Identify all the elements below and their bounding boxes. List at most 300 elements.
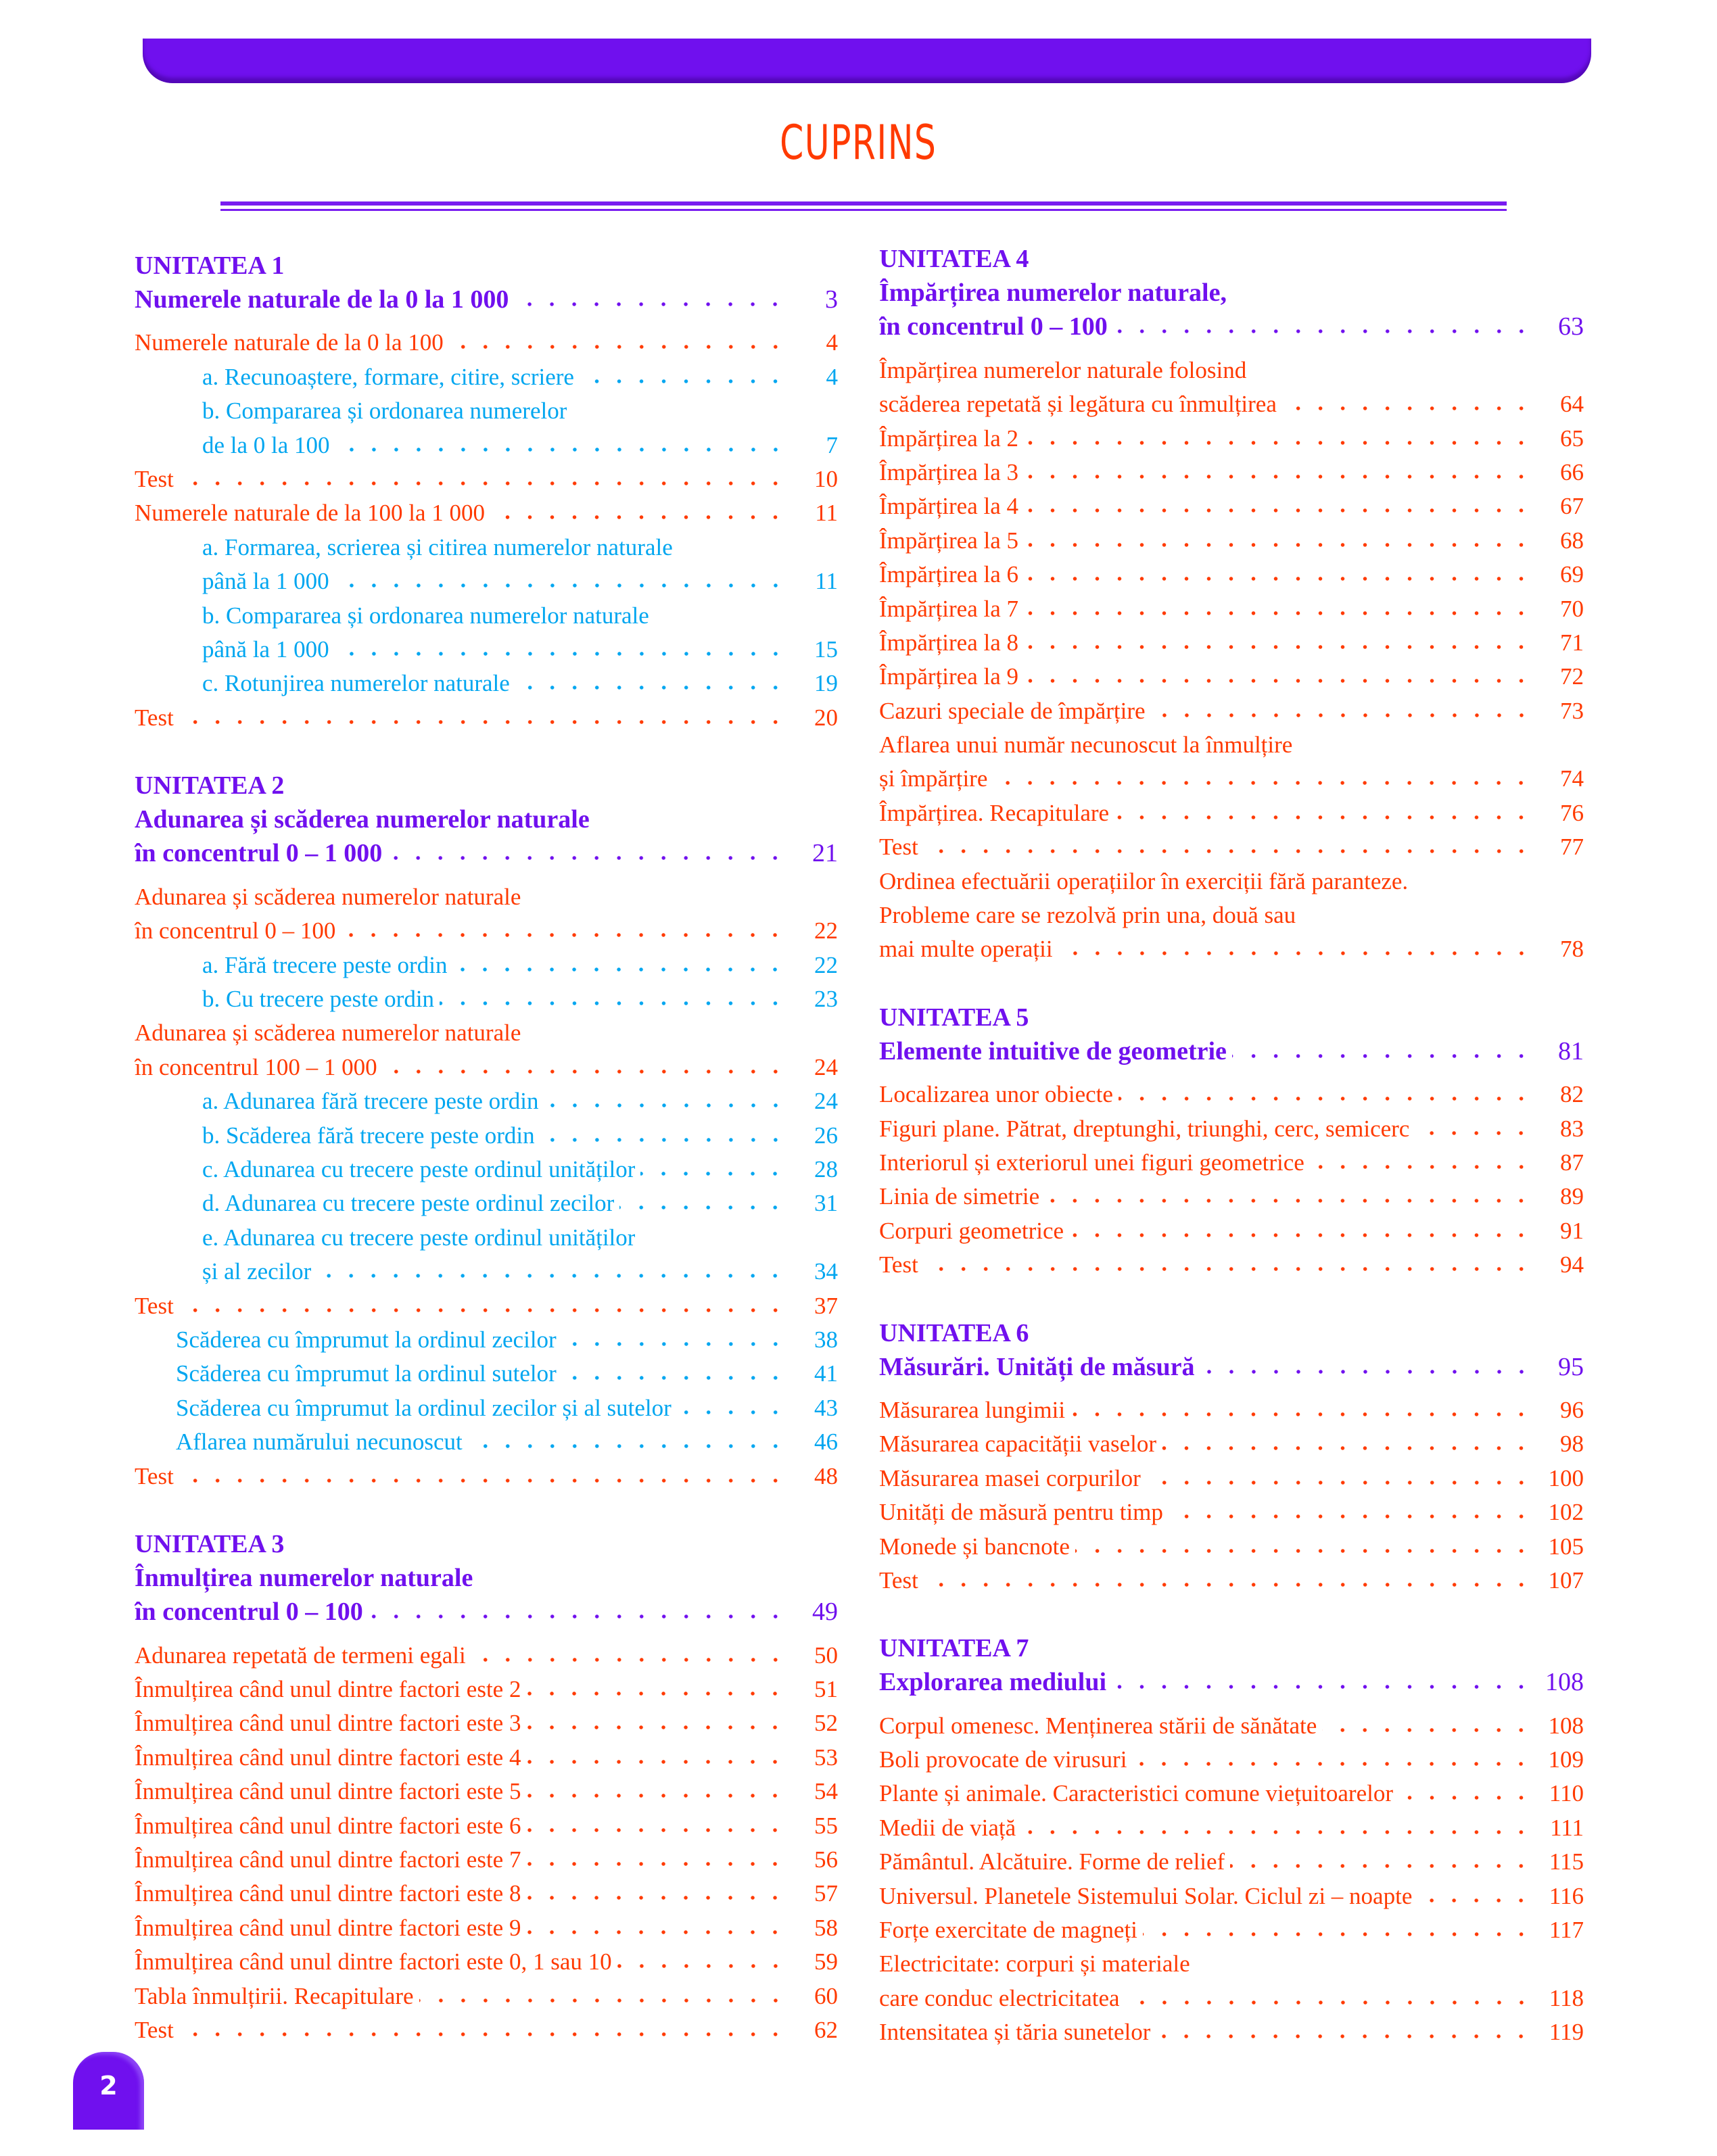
toc-entry[interactable]	[135, 1153, 838, 1187]
page-ref: 46	[814, 1429, 838, 1456]
toc-entry-line[interactable]	[135, 1391, 838, 1425]
toc-entry-line[interactable]	[135, 1843, 838, 1877]
toc-entry-line[interactable]	[135, 1323, 838, 1357]
page-ref: 19	[814, 670, 838, 697]
toc-entry-line[interactable]	[135, 599, 838, 633]
entry-text: Măsurarea masei corpurilor	[879, 1464, 1141, 1491]
dot-leader	[562, 1374, 786, 1381]
toc-entry[interactable]	[135, 1016, 838, 1084]
toc-entry[interactable]	[879, 1879, 1584, 1913]
toc-entry-line[interactable]	[879, 1427, 1584, 1461]
dot-leader	[1156, 2033, 1532, 2040]
unit-title-line[interactable]	[879, 1665, 1584, 1699]
dot-leader	[1114, 814, 1532, 821]
toc-entry-line[interactable]	[879, 592, 1584, 626]
toc-entry[interactable]	[879, 1180, 1584, 1214]
entry-text: Împărțirea la 6	[879, 561, 1019, 588]
toc-entry-line[interactable]	[135, 531, 838, 565]
dot-leader	[1310, 1164, 1532, 1170]
entry-text: a. Fără trecere peste ordin	[202, 951, 448, 978]
toc-entry-line[interactable]	[879, 660, 1584, 694]
toc-entry[interactable]	[135, 1843, 838, 1877]
entry-text: Împărțirea numerelor naturale,	[879, 279, 1227, 307]
entry-text: de la 0 la 100	[202, 431, 330, 458]
entry-text: Înmulțirea când unul dintre factori este 7	[135, 1846, 521, 1873]
page-ref: 38	[814, 1326, 838, 1353]
dot-leader	[1398, 1794, 1532, 1801]
page-ref: 24	[814, 1088, 838, 1115]
entry-text: c. Adunarea cu trecere peste ordinul unităților	[202, 1155, 636, 1182]
toc-entry-line[interactable]	[135, 1980, 838, 2013]
toc-entry-line[interactable]	[135, 1016, 838, 1050]
page-ref: 74	[1560, 765, 1584, 792]
toc-entry-line[interactable]	[135, 429, 838, 462]
toc-entry-line[interactable]	[879, 865, 1584, 899]
dot-leader	[544, 1102, 787, 1109]
toc-entry[interactable]	[879, 2015, 1584, 2049]
toc-entry-line[interactable]	[879, 1393, 1584, 1427]
toc-entry[interactable]	[135, 1119, 838, 1153]
entry-text: Înmulțirea când unul dintre factori este 2	[135, 1676, 521, 1703]
page-ref: 118	[1549, 1984, 1584, 2011]
toc-entry-line[interactable]	[879, 899, 1584, 932]
entry-text: Împărțirea. Recapitulare	[879, 799, 1110, 826]
dot-leader	[369, 1613, 786, 1620]
toc-entry-line[interactable]	[879, 1982, 1584, 2015]
page-ref: 4	[826, 363, 838, 390]
page-ref: 11	[815, 500, 838, 527]
toc-entry[interactable]	[879, 1709, 1584, 1743]
toc-entry-line[interactable]	[135, 1775, 838, 1808]
dot-leader	[540, 1136, 786, 1143]
dot-leader	[179, 480, 786, 487]
entry-text: Împărțirea la 2	[879, 425, 1019, 452]
page-ref: 110	[1549, 1780, 1584, 1807]
entry-text: Explorarea mediului	[879, 1668, 1107, 1697]
unit-title	[879, 276, 1584, 344]
toc-entry-line[interactable]	[879, 1709, 1584, 1743]
unit-label: UNITATEA 2	[135, 771, 285, 800]
entry-text: în concentrul 100 – 1 000	[135, 1053, 377, 1080]
toc-entry-line[interactable]	[879, 354, 1584, 387]
entry-text: Înmulțirea numerelor naturale	[135, 1563, 473, 1592]
entry-text: Universul. Planetele Sistemului Solar. Ciclul zi – noapte	[879, 1882, 1413, 1909]
page-ref: 100	[1548, 1464, 1584, 1491]
page-ref: 62	[814, 2016, 838, 2043]
toc-entry[interactable]	[135, 1706, 838, 1740]
entry-text: Scăderea cu împrumut la ordinul zecilor și al sutelor	[176, 1394, 672, 1421]
entry-text: Test	[135, 1292, 174, 1319]
toc-entry-line[interactable]	[879, 422, 1584, 456]
unit-title-line[interactable]	[879, 1034, 1584, 1068]
entry-text: Numerele naturale de la 100 la 1 000	[135, 500, 485, 527]
dot-leader	[419, 1997, 786, 2004]
toc-entry[interactable]	[879, 728, 1584, 796]
page-ref: 7	[826, 431, 838, 458]
entry-text: Numerele naturale de la 0 la 100	[135, 329, 444, 356]
page-ref: 78	[1560, 936, 1584, 963]
unit-section	[879, 242, 1584, 967]
toc-entry[interactable]	[879, 1146, 1584, 1180]
toc-entry-line[interactable]	[879, 489, 1584, 523]
unit-title	[879, 1665, 1584, 1699]
toc-entry-line[interactable]	[879, 1811, 1584, 1845]
toc-entry-line[interactable]	[879, 524, 1584, 558]
page-ref: 72	[1560, 663, 1584, 690]
toc-entry[interactable]	[879, 694, 1584, 728]
page-ref: 117	[1549, 1917, 1584, 1944]
toc-entry[interactable]	[879, 1112, 1584, 1146]
toc-entry[interactable]	[135, 1187, 838, 1220]
toc-entry-line[interactable]	[879, 1495, 1584, 1529]
page-ref: 91	[1560, 1217, 1584, 1244]
dot-leader	[1151, 712, 1532, 719]
toc-entry[interactable]	[135, 1639, 838, 1673]
entry-text: Înmulțirea când unul dintre factori este 3	[135, 1710, 521, 1737]
page-ref: 56	[814, 1846, 838, 1873]
entry-text: Scăderea cu împrumut la ordinul zecilor	[176, 1326, 557, 1353]
toc-entry[interactable]	[879, 626, 1584, 660]
entry-text: Împărțirea la 9	[879, 663, 1019, 690]
unit-section	[879, 1316, 1584, 1598]
entry-text: Aflarea numărului necunoscut	[176, 1429, 463, 1456]
toc-entry[interactable]	[879, 1530, 1584, 1564]
toc-entry[interactable]	[135, 1460, 838, 1493]
page-ref: 28	[814, 1155, 838, 1182]
entry-text: în concentrul 0 – 100	[135, 917, 336, 944]
dot-leader	[924, 1266, 1532, 1272]
toc-entry[interactable]	[135, 531, 838, 599]
toc-entry-line[interactable]	[879, 932, 1584, 966]
toc-entry-line[interactable]	[135, 1119, 838, 1153]
unit-section	[135, 769, 838, 1493]
toc-entry[interactable]	[879, 1495, 1584, 1529]
page-ref: 59	[814, 1948, 838, 1975]
toc-entry-line[interactable]	[879, 1530, 1584, 1564]
entry-text: Test	[879, 1251, 918, 1278]
unit-title-line[interactable]	[135, 802, 838, 836]
toc-entry-line[interactable]	[135, 1639, 838, 1673]
toc-entry-line[interactable]	[135, 2013, 838, 2047]
toc-entry-line[interactable]	[135, 394, 838, 428]
toc-entry[interactable]	[135, 1945, 838, 1979]
page-ref: 52	[814, 1710, 838, 1737]
toc-entry-line[interactable]	[135, 949, 838, 982]
toc-entry-line[interactable]	[135, 633, 838, 667]
toc-entry-line[interactable]	[879, 1879, 1584, 1913]
dot-leader	[1024, 677, 1532, 684]
page-ref: 3	[825, 285, 838, 314]
toc-entry[interactable]	[135, 1673, 838, 1706]
toc-entry-line[interactable]	[879, 694, 1584, 728]
toc-entry-line[interactable]	[135, 1741, 838, 1775]
dot-leader	[526, 1690, 786, 1697]
entry-text: b. Cu trecere peste ordin	[202, 986, 435, 1013]
toc-entry[interactable]	[135, 1911, 838, 1945]
toc-entry-line[interactable]	[879, 1743, 1584, 1777]
toc-entry-line[interactable]	[135, 667, 838, 700]
entry-text: Măsurarea lungimii	[879, 1396, 1066, 1423]
toc-entry[interactable]	[879, 1462, 1584, 1495]
toc-entry[interactable]	[879, 1427, 1584, 1461]
toc-entry-line[interactable]	[879, 1146, 1584, 1180]
unit-title-line[interactable]	[879, 1350, 1584, 1384]
toc-entry-line[interactable]	[135, 1945, 838, 1979]
toc-entry[interactable]	[879, 1393, 1584, 1427]
toc-entry[interactable]	[879, 1248, 1584, 1282]
toc-entry-line[interactable]	[135, 880, 838, 914]
toc-entry-line[interactable]	[135, 1255, 838, 1289]
entry-text: Împărțirea la 3	[879, 458, 1019, 485]
toc-entry-line[interactable]	[135, 462, 838, 496]
toc-entry[interactable]	[879, 830, 1584, 864]
toc-entry[interactable]	[135, 1741, 838, 1775]
page-ref: 43	[814, 1394, 838, 1421]
page-ref: 98	[1560, 1431, 1584, 1458]
dot-leader	[468, 1443, 786, 1450]
toc-entry[interactable]	[879, 1743, 1584, 1777]
toc-entry[interactable]	[135, 1775, 838, 1808]
dot-leader	[1415, 1130, 1532, 1136]
unit-title-line[interactable]	[135, 1595, 838, 1629]
toc-entry[interactable]	[135, 982, 838, 1016]
unit-title-line[interactable]	[135, 836, 838, 870]
toc-entry-line[interactable]	[135, 1357, 838, 1391]
toc-entry[interactable]	[135, 496, 838, 530]
toc-entry[interactable]	[879, 558, 1584, 592]
toc-entry[interactable]	[879, 1564, 1584, 1598]
toc-entry[interactable]	[879, 1214, 1584, 1248]
toc-entry[interactable]	[135, 1357, 838, 1391]
page-ref: 76	[1560, 799, 1584, 826]
page-ref: 116	[1549, 1882, 1584, 1909]
toc-entry[interactable]	[135, 701, 838, 735]
toc-entry[interactable]	[135, 949, 838, 982]
unit-title	[879, 1350, 1584, 1384]
entry-text: Înmulțirea când unul dintre factori este 0, 1 sau 10	[135, 1948, 612, 1975]
toc-entry-line[interactable]	[135, 701, 838, 735]
toc-entry[interactable]	[135, 599, 838, 667]
page-ref: 34	[814, 1258, 838, 1285]
toc-entry-line[interactable]	[135, 1221, 838, 1255]
dot-leader	[1024, 610, 1532, 617]
page-ref: 71	[1560, 629, 1584, 656]
entry-text: Înmulțirea când unul dintre factori este 5	[135, 1778, 521, 1805]
toc-entry[interactable]	[135, 462, 838, 496]
toc-entry[interactable]	[879, 660, 1584, 694]
dot-leader	[335, 650, 786, 657]
page-title: CUPRINS	[780, 115, 937, 170]
toc-entry-line[interactable]	[879, 558, 1584, 592]
entry-text: Aflarea unui număr necunoscut la înmulțire	[879, 732, 1293, 759]
page-ref: 111	[1550, 1814, 1584, 1841]
toc-entry[interactable]	[135, 1809, 838, 1843]
toc-entry[interactable]	[879, 1777, 1584, 1811]
dot-leader	[562, 1341, 786, 1347]
toc-entry[interactable]	[135, 1391, 838, 1425]
toc-entry-line[interactable]	[135, 982, 838, 1016]
page-ref: 102	[1548, 1499, 1584, 1526]
toc-entry[interactable]	[135, 1289, 838, 1323]
unit-title-line[interactable]	[879, 276, 1584, 310]
toc-column-left	[135, 249, 838, 2081]
toc-entry[interactable]	[135, 1323, 838, 1357]
entry-text: Ordinea efectuării operațiilor în exerciții fără paranteze.	[879, 867, 1409, 894]
entry-text: Unități de măsură pentru timp	[879, 1499, 1163, 1526]
page-ref: 48	[814, 1462, 838, 1489]
toc-entry[interactable]	[879, 1811, 1584, 1845]
entry-text: b. Compararea și ordonarea numerelor	[202, 398, 567, 425]
unit-title-line[interactable]	[879, 310, 1584, 343]
toc-entry[interactable]	[135, 2013, 838, 2047]
page-ref: 70	[1560, 595, 1584, 622]
toc-entry[interactable]	[879, 592, 1584, 626]
entry-text: Cazuri speciale de împărțire	[879, 697, 1146, 724]
toc-entry-line[interactable]	[879, 387, 1584, 421]
page-ref: 96	[1560, 1396, 1584, 1423]
toc-entry-line[interactable]	[135, 1084, 838, 1118]
toc-entry-line[interactable]	[879, 1248, 1584, 1282]
toc-entry-line[interactable]	[879, 626, 1584, 660]
toc-entry-line[interactable]	[135, 1187, 838, 1220]
toc-entry-line[interactable]	[135, 1153, 838, 1187]
dot-leader	[1113, 328, 1532, 335]
page-ref: 60	[814, 1982, 838, 2009]
toc-entry[interactable]	[879, 422, 1584, 456]
toc-entry[interactable]	[135, 326, 838, 360]
dot-leader	[619, 1204, 786, 1211]
toc-entry-line[interactable]	[135, 1911, 838, 1945]
entry-text: și împărțire	[879, 765, 988, 792]
toc-entry-line[interactable]	[879, 1913, 1584, 1947]
toc-entry-line[interactable]	[135, 1051, 838, 1084]
entry-text: Împărțirea la 7	[879, 595, 1019, 622]
toc-entry-line[interactable]	[879, 728, 1584, 762]
page-ref: 115	[1549, 1848, 1584, 1875]
page-ref: 77	[1560, 834, 1584, 861]
toc-entry-line[interactable]	[135, 1673, 838, 1706]
unit-section	[879, 1631, 1584, 2049]
toc-entry-line[interactable]	[135, 1425, 838, 1459]
page-ref: 81	[1558, 1036, 1584, 1065]
toc-entry-line[interactable]	[879, 1564, 1584, 1598]
toc-entry-line[interactable]	[135, 326, 838, 360]
dot-leader	[1232, 1053, 1532, 1059]
entry-text: Interiorul și exteriorul unei figuri geometrice	[879, 1149, 1304, 1176]
toc-entry-line[interactable]	[135, 914, 838, 948]
toc-entry-line[interactable]	[879, 1845, 1584, 1879]
page-ref: 65	[1560, 425, 1584, 452]
page-ref: 105	[1548, 1533, 1584, 1560]
unit-title	[879, 1034, 1584, 1068]
toc-entry[interactable]	[135, 1425, 838, 1459]
header-bar	[143, 39, 1591, 83]
entry-text: în concentrul 0 – 1 000	[135, 839, 383, 868]
toc-entry[interactable]	[135, 360, 838, 394]
toc-entry-line[interactable]	[135, 565, 838, 598]
page-ref: 89	[1560, 1183, 1584, 1210]
toc-entry[interactable]	[879, 1078, 1584, 1111]
entry-text: Test	[135, 1462, 174, 1489]
toc-entry-line[interactable]	[135, 1460, 838, 1493]
page-ref: 20	[814, 704, 838, 731]
toc-entry-line[interactable]	[135, 1289, 838, 1323]
toc-entry[interactable]	[879, 1913, 1584, 1947]
toc-entry[interactable]	[879, 354, 1584, 422]
page-ref: 57	[814, 1880, 838, 1907]
toc-entry[interactable]	[135, 1877, 838, 1911]
toc-entry-line[interactable]	[879, 1112, 1584, 1146]
entry-text: e. Adunarea cu trecere peste ordinul unităților	[202, 1224, 636, 1251]
dot-leader	[1024, 473, 1532, 480]
dot-leader	[1071, 1411, 1532, 1418]
entry-text: și al zecilor	[202, 1258, 312, 1285]
toc-entry-line[interactable]	[879, 1180, 1584, 1214]
toc-entry-line[interactable]	[879, 1777, 1584, 1811]
toc-entry-line[interactable]	[135, 360, 838, 394]
toc-entry-line[interactable]	[879, 762, 1584, 796]
toc-entry[interactable]	[879, 456, 1584, 489]
toc-entry-line[interactable]	[135, 1877, 838, 1911]
entry-text: Boli provocate de virusuri	[879, 1746, 1127, 1773]
unit-title-line[interactable]	[135, 283, 838, 316]
toc-entry-line[interactable]	[879, 1947, 1584, 1981]
toc-entry[interactable]	[135, 1084, 838, 1118]
toc-entry-line[interactable]	[135, 496, 838, 530]
page-ref: 69	[1560, 561, 1584, 588]
dot-leader	[1119, 1095, 1532, 1102]
toc-entry[interactable]	[135, 1221, 838, 1289]
toc-entry[interactable]	[879, 865, 1584, 967]
dot-leader	[1058, 950, 1532, 957]
toc-entry[interactable]	[135, 667, 838, 700]
toc-entry-line[interactable]	[879, 830, 1584, 864]
toc-entry-line[interactable]	[879, 1462, 1584, 1495]
page-ref: 119	[1549, 2019, 1584, 2046]
toc-entry-line[interactable]	[879, 456, 1584, 489]
page-ref: 83	[1560, 1115, 1584, 1142]
toc-entry[interactable]	[135, 1980, 838, 2013]
page-ref: 68	[1560, 527, 1584, 554]
page-ref: 24	[814, 1053, 838, 1080]
entry-text: Tabla înmulțirii. Recapitulare	[135, 1982, 414, 2009]
toc-entry[interactable]	[879, 1845, 1584, 1879]
toc-entry-line[interactable]	[879, 796, 1584, 830]
page-ref: 67	[1560, 493, 1584, 520]
toc-entry[interactable]	[879, 524, 1584, 558]
page-ref: 63	[1558, 312, 1584, 341]
toc-entry-line[interactable]	[879, 1078, 1584, 1111]
toc-entry-line[interactable]	[135, 1706, 838, 1740]
dot-leader	[1125, 1999, 1532, 2006]
toc-entry[interactable]	[135, 394, 838, 462]
dot-leader	[179, 1307, 786, 1314]
toc-entry[interactable]	[135, 880, 838, 949]
toc-entry-line[interactable]	[879, 2015, 1584, 2049]
entry-text: Înmulțirea când unul dintre factori este 9	[135, 1914, 521, 1941]
toc-entry-line[interactable]	[135, 1809, 838, 1843]
unit-title-line[interactable]	[135, 1561, 838, 1595]
entry-text: a. Adunarea fără trecere peste ordin	[202, 1088, 539, 1115]
entry-text: Test	[135, 465, 174, 492]
toc-entry[interactable]	[879, 489, 1584, 523]
toc-entry[interactable]	[879, 1947, 1584, 2015]
toc-entry-line[interactable]	[879, 1214, 1584, 1248]
dot-leader	[526, 1894, 786, 1901]
dot-leader	[179, 1477, 786, 1484]
toc-entry[interactable]	[879, 796, 1584, 830]
dot-leader	[617, 1963, 786, 1969]
